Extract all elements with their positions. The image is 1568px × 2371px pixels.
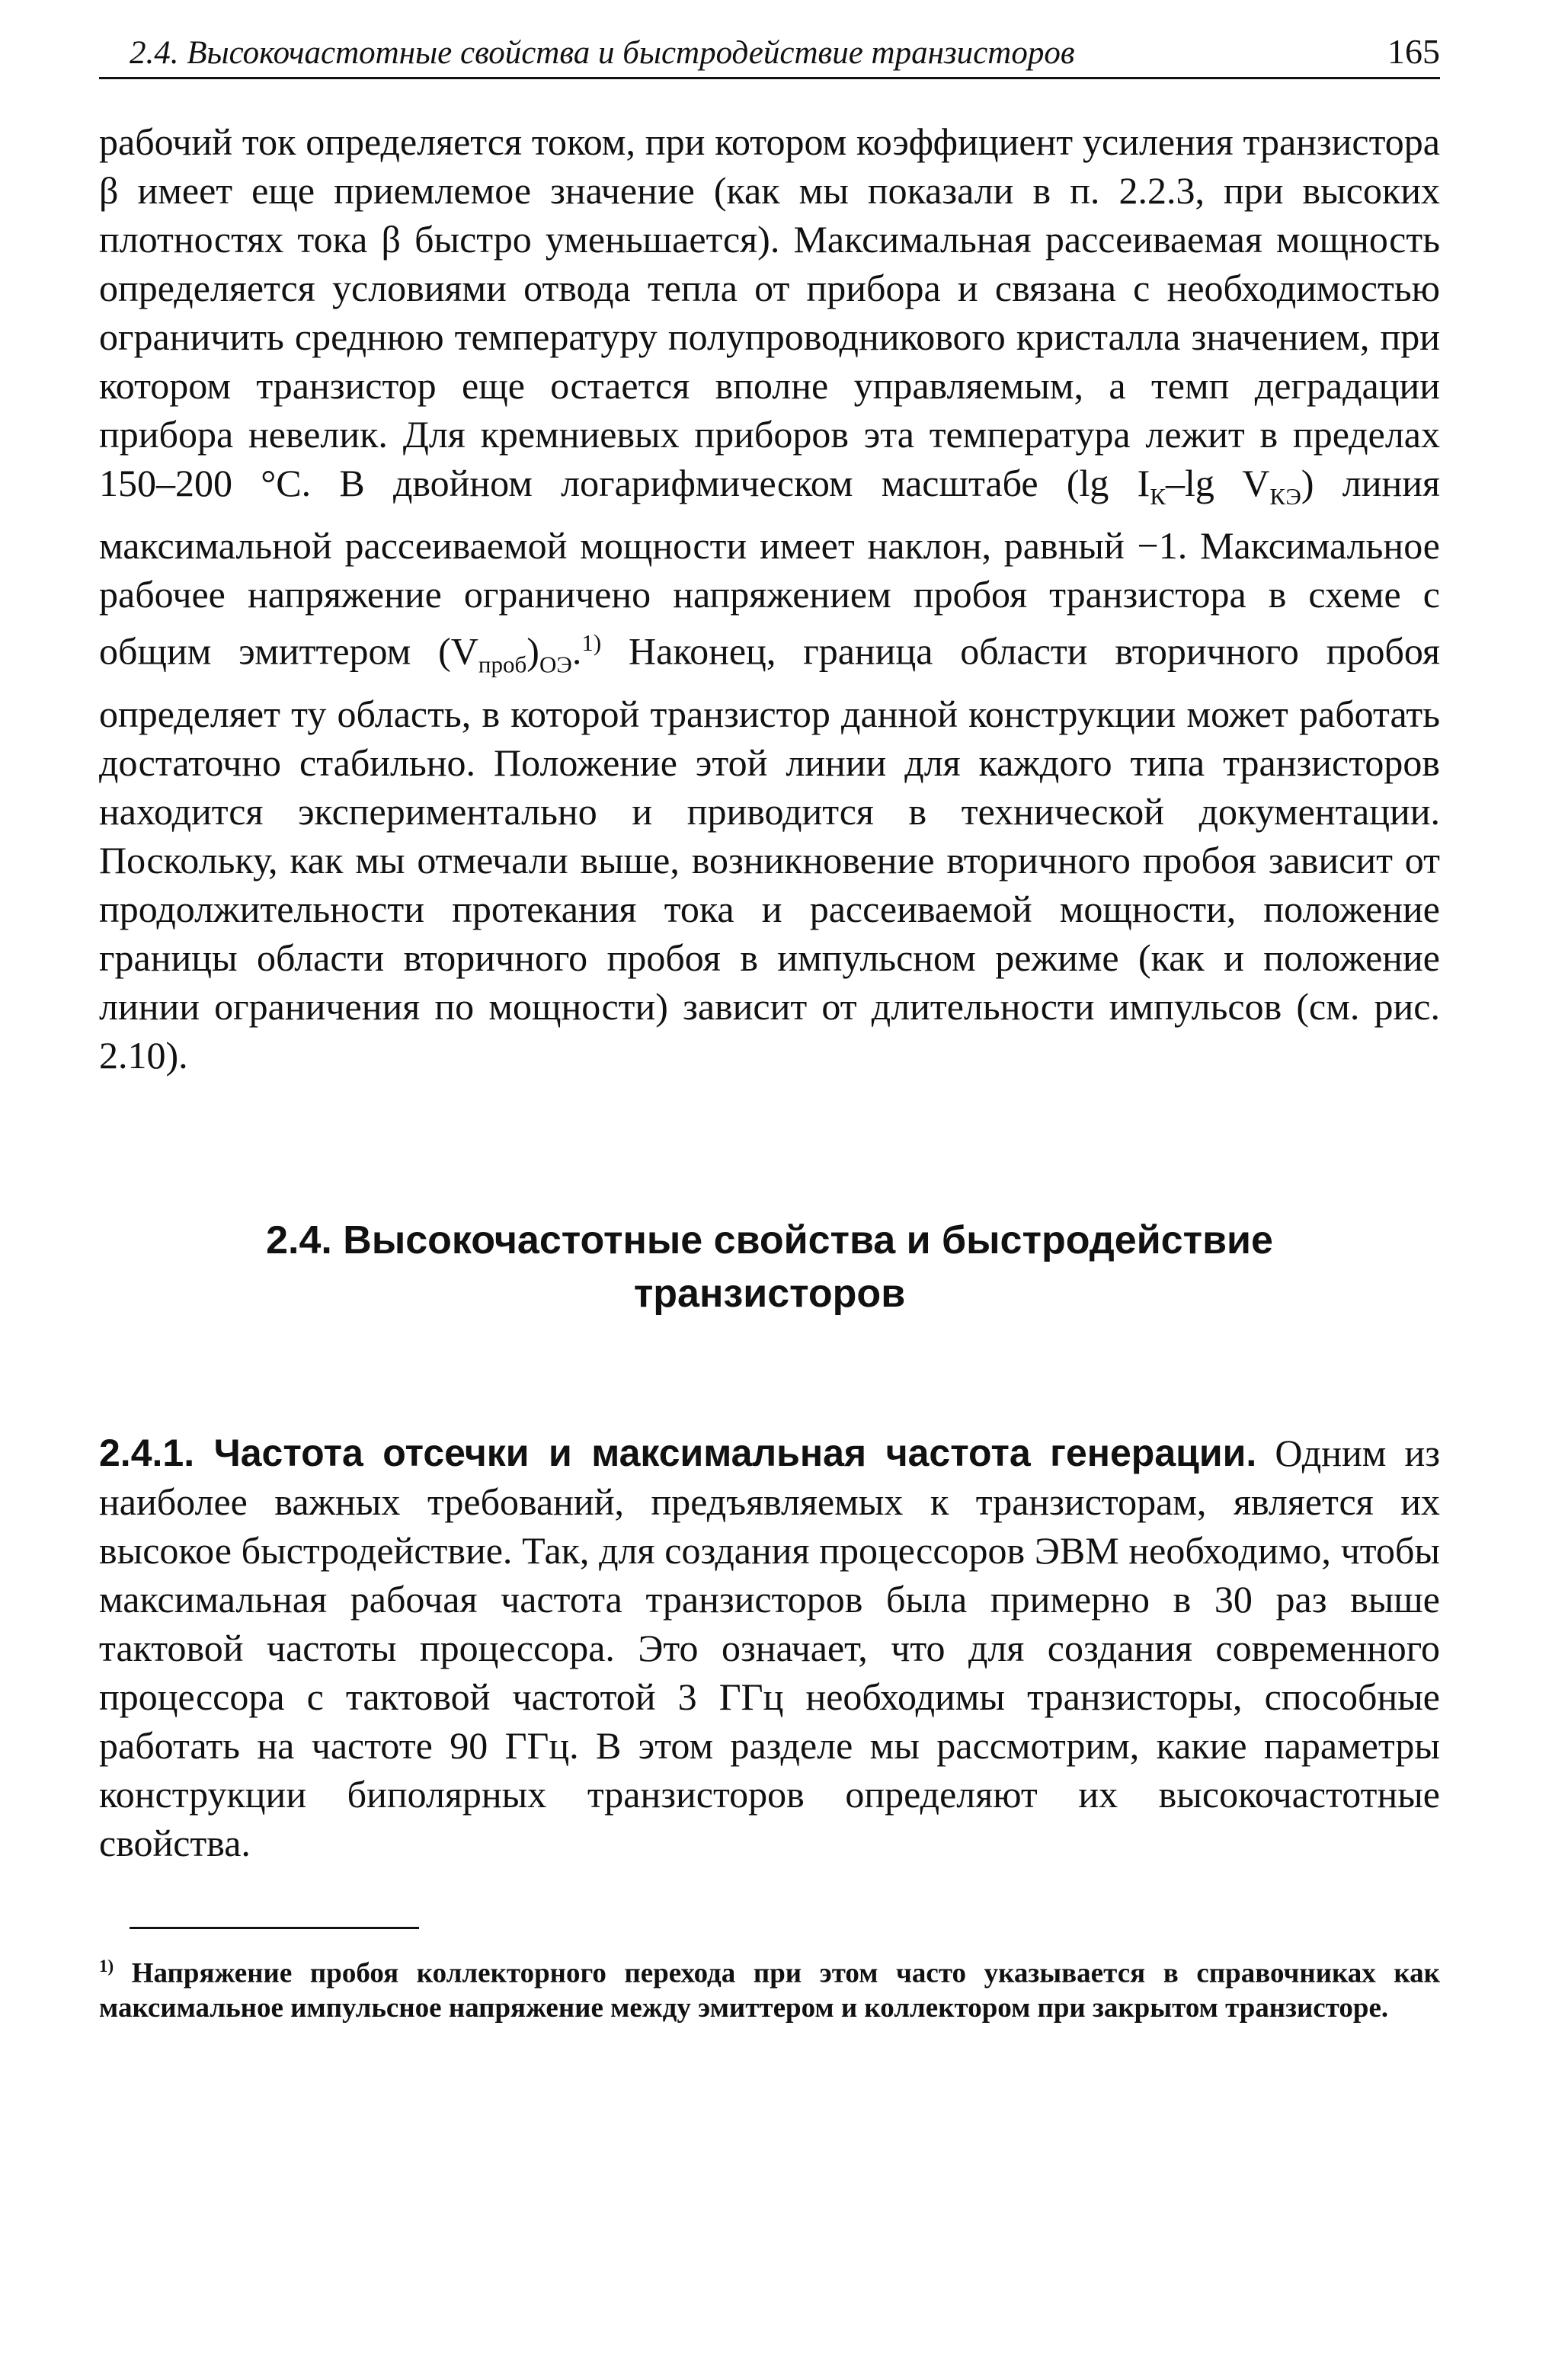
subsection-title: 2.4.1. Частота отсечки и максимальная частота генерации. — [99, 1431, 1257, 1474]
paragraph-text-e: . — [571, 629, 582, 673]
subsection-text: Одним из наиболее важных требований, предъявляемых к транзисторам, является их высокое быстродействие. Так, для создания процессоров ЭВМ необходимо, чтобы максимальная рабочая частота транзисторов была примерно в 30 раз выше тактовой частоты процессора. Это означает, что для создания современного процессора с тактовой частотой 3 ГГц необходимы транзисторы, способные работать на частоте 90 ГГц. В этом разделе мы рассмотрим, какие параметры конструкции биполярных транзисторов определяют их высокочастотные свойства. — [99, 1431, 1440, 1864]
book-page — [99, 30, 1440, 2026]
paragraph-text-b: –lg V — [1165, 462, 1270, 505]
footnote-reference: 1) — [581, 629, 602, 657]
paragraph-text-c: ) линия максимальной рассеиваемой мощности имеет наклон, равный −1. Максимальное рабочее напряжение ограничено напряжением пробоя транзистора в схеме с общим эмиттером (V — [99, 462, 1440, 673]
running-head-title: 2.4. Высокочастотные свойства и быстродействие транзисторов — [130, 34, 1075, 71]
subsection-paragraph — [99, 1429, 1440, 1867]
subscript-k: К — [1150, 483, 1166, 510]
page-number: 165 — [1387, 32, 1440, 71]
section-title-line1: Высокочастотные свойства и быстродействие — [343, 1217, 1273, 1262]
footnote-mark: 1) — [99, 1956, 114, 1976]
section-title-line2: транзисторов — [633, 1271, 906, 1316]
running-head — [99, 30, 1440, 79]
subscript-prob: проб — [478, 651, 527, 678]
paragraph-text-f: Наконец, граница области вторичного пробоя определяет ту область, в которой транзистор данной конструкции может работать достаточно стабильно. Положение этой линии для каждого типа транзисторов находится экспериментально и приводится в технической документации. Поскольку, как мы отмечали выше, возникновение вторичного пробоя зависит от продолжительности протекания тока и рассеиваемой мощности, положение границы области вторичного пробоя в импульсном режиме (как и положение линии ограничения по мощности) зависит от длительности импульсов (см. рис. 2.10). — [99, 629, 1440, 1077]
section-heading — [99, 1214, 1440, 1320]
subscript-ke: КЭ — [1269, 483, 1301, 510]
footnote — [99, 1949, 1440, 2026]
paragraph-text-a: рабочий ток определяется током, при котором коэффициент усиления транзистора β имеет еще приемлемое значение (как мы показали в п. 2.2.3, при высоких плотностях тока β быстро уменьшается). Максимальная рассеиваемая мощность определяется условиями отвода тепла от прибора и связана с необходимостью ограничить среднюю температуру полупроводникового кристалла значением, при котором транзистор еще остается вполне управляемым, а темп деградации прибора невелик. Для кремниевых приборов эта температура лежит в пределах 150–200 °C. В двойном логарифмическом масштабе (lg I — [99, 120, 1440, 505]
section-number: 2.4. — [266, 1217, 332, 1262]
subscript-oe: ОЭ — [539, 651, 572, 678]
footnote-text: Напряжение пробоя коллекторного перехода при этом часто указывается в справочниках как максимальное импульсное напряжение между эмиттером и коллектором при закрытом транзисторе. — [99, 1957, 1440, 2024]
paragraph-text-d: ) — [526, 629, 539, 673]
footnote-divider — [130, 1927, 419, 1929]
paragraph-continued — [99, 117, 1440, 1080]
